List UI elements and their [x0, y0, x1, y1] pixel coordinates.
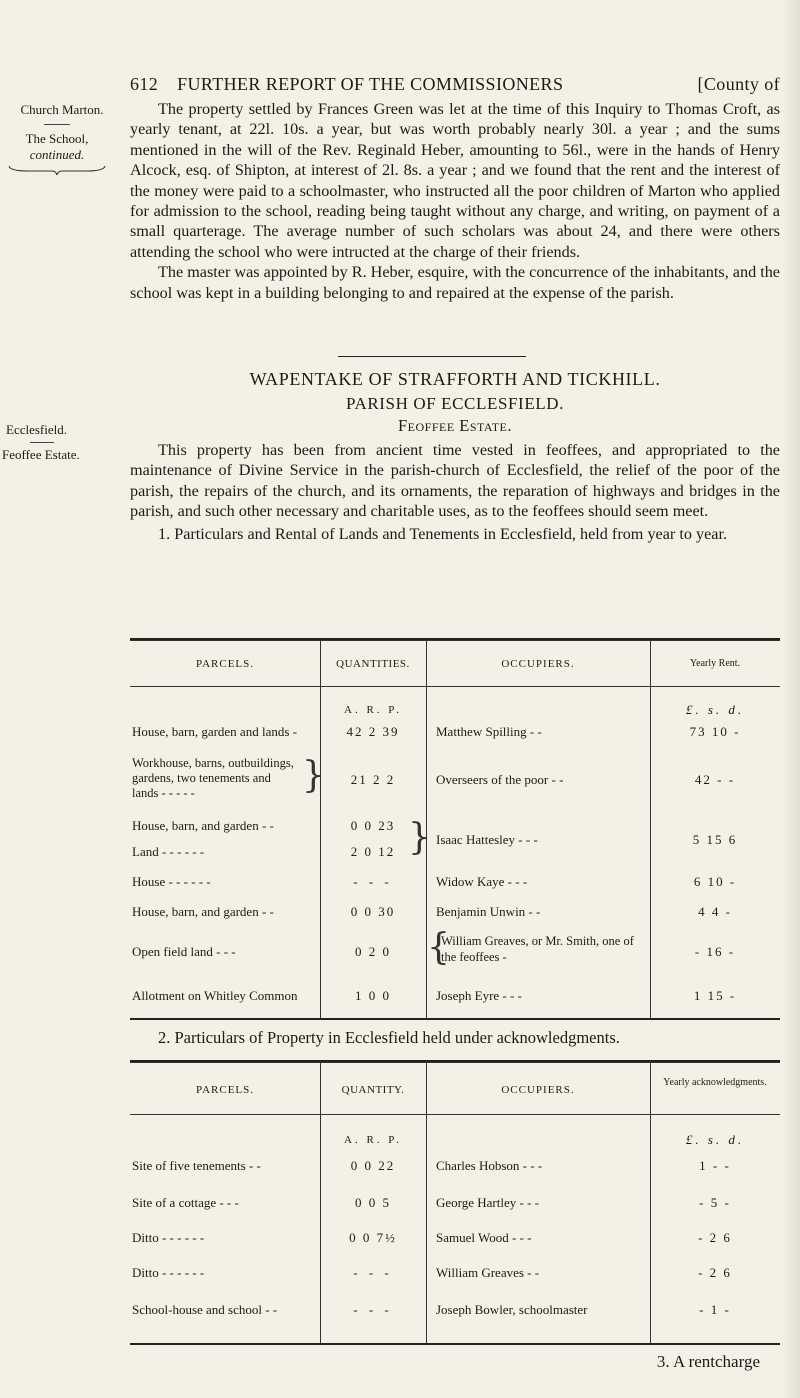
t2-header-parcels: PARCELS. — [195, 1084, 255, 1096]
heading-wapentake: WAPENTAKE OF STRAFFORTH AND TICKHILL. — [249, 369, 661, 389]
t1-row7-qty: 1 0 0 — [355, 988, 391, 1003]
t2-row2-qty: 0 0 7½ — [349, 1230, 397, 1245]
t2-row0-occupier: Charles Hobson - - - — [436, 1158, 543, 1173]
t2-row1-qty: 0 0 5 — [355, 1195, 391, 1210]
t1-row6-qty: 0 2 0 — [355, 944, 391, 959]
margin-continued: continued. — [29, 147, 85, 162]
table2-col-divider — [426, 1062, 427, 1343]
t1-row1-brace-icon: } — [302, 755, 325, 796]
t2-row4-occupier: Joseph Bowler, schoolmaster — [436, 1302, 588, 1317]
t1-row5-parcel: House, barn, and garden - - — [132, 904, 274, 919]
t1-row3-qty: 2 0 12 — [350, 844, 396, 859]
t2-row2-occupier: Samuel Wood - - - — [436, 1230, 532, 1245]
t1-row6-parcel: Open field land - - - — [132, 944, 236, 959]
t1-row1-parcel: Workhouse, barns, outbuildings, gardens, two tenements and lands - - - - - — [132, 756, 294, 800]
para-text-5: 2. Particulars of Property in Ecclesfield held under acknowledgments. — [158, 1028, 620, 1047]
margin-rule — [44, 124, 70, 125]
t1-row2-parcel: House, barn, and garden - - — [132, 818, 274, 833]
t1-row1-occupier: Overseers of the poor - - — [436, 772, 564, 787]
para-text-1: The property settled by Frances Green was let at the time of this Inquiry to Thomas Croft, as yearly tenant, at 22l. 10s. a year, but was worth probably nearly 30l. a year ; and the sums mentioned in the will of the Rev. Reginald Heber, amounting to 56l., were in the hands of Henry Alcock, esq. of Shipton, at interest of 2l. 8s. a year ; and we found that the rent and the interest of the money were paid to a schoolmaster, who instructed all the poor children of Marton who applied for admission to the school, reading being taught without any charge, and writing, on payment of a small quarterage. The average number of such scholars was about 24, and there were others attending the school who were intructed at the charge of their friends. — [130, 100, 780, 261]
para-text-4: 1. Particulars and Rental of Lands and Tenements in Ecclesfield, held from year to year. — [158, 524, 727, 543]
t2-row4-parcel: School-house and school - - — [132, 1302, 278, 1317]
t1-units-money: £. s. d. — [685, 702, 745, 717]
t1-row6-rent: - 16 - — [694, 944, 736, 959]
heading-feoffee-estate: Feoffee Estate. — [397, 416, 513, 435]
t1-header-occupiers: OCCUPIERS. — [501, 658, 575, 670]
t2-row3-qty: - - - — [353, 1265, 393, 1280]
t1-row1-rent: 42 - - — [694, 772, 736, 787]
margin-ecclesfield: Ecclesfield. — [6, 422, 67, 437]
t1-row5-qty: 0 0 30 — [350, 904, 396, 919]
t1-row2-qty: 0 0 23 — [350, 818, 396, 833]
margin-church-marton: Church Marton. — [20, 102, 104, 117]
t1-row3-parcel: Land - - - - - - — [132, 844, 205, 859]
t1-units-arp: A. R. P. — [344, 704, 402, 716]
table-rental — [130, 638, 780, 1020]
t2-row4-qty: - - - — [353, 1302, 393, 1317]
page-number: 612 — [130, 74, 159, 94]
t2-row2-parcel: Ditto - - - - - - — [132, 1230, 205, 1245]
t1-header-rent: Yearly Rent. — [689, 658, 741, 669]
table1-col-divider — [650, 640, 651, 1018]
t2-units-money: £. s. d. — [685, 1132, 745, 1147]
t2-header-rent: Yearly acknowledgments. — [663, 1077, 767, 1088]
t2-row1-rent: - 5 - — [699, 1195, 731, 1210]
t1-row1-qty: 21 2 2 — [350, 772, 396, 787]
t1-row2-rent: 5 15 6 — [692, 832, 738, 847]
t2-row1-parcel: Site of a cottage - - - — [132, 1195, 239, 1210]
t1-header-quantities: QUANTITIES. — [336, 658, 410, 670]
t1-row5-occupier: Benjamin Unwin - - — [436, 904, 541, 919]
t2-row3-occupier: William Greaves - - — [436, 1265, 540, 1280]
table2-bottom-rule — [130, 1343, 780, 1345]
heading-parish: PARISH OF ECCLESFIELD. — [345, 394, 565, 413]
margin-feoffee-estate: Feoffee Estate. — [2, 447, 80, 462]
table2-top-rule-2 — [130, 1062, 780, 1063]
t1-row5-rent: 4 4 - — [698, 904, 732, 919]
t1-row2-occupier: Isaac Hattesley - - - — [436, 832, 538, 847]
paragraph-acknowledgments — [130, 1028, 780, 1048]
t1-row6-occupier: William Greaves, or Mr. Smith, one of the feoffees - — [441, 934, 634, 964]
table1-bottom-rule — [130, 1018, 780, 1020]
t2-row2-rent: - 2 6 — [698, 1230, 732, 1245]
t2-row3-parcel: Ditto - - - - - - — [132, 1265, 205, 1280]
para-text-3: This property has been from ancient time vested in feoffees, and appropriated to the maintenance of Divine Service in the parish-church of Ecclesfield, the relief of the poor of the parish, the repairs of the church, and its ornaments, the reparation of highways and bridges in the parish, and such other necessary and charitable uses, as to the feoffees should seem meet. — [130, 441, 780, 521]
t1-row0-rent: 73 10 - — [689, 724, 741, 739]
t2-header-quantity: QUANTITY. — [341, 1084, 405, 1096]
t1-row0-occupier: Matthew Spilling - - — [436, 724, 542, 739]
t1-row6-brace-left-icon: { — [427, 927, 450, 968]
running-title: FURTHER REPORT OF THE COMMISSIONERS — [177, 74, 564, 94]
t1-row0-qty: 42 2 39 — [346, 724, 400, 739]
page-edge-shadow — [782, 0, 800, 1398]
t1-row4-occupier: Widow Kaye - - - — [436, 874, 528, 889]
margin-brace-icon — [8, 164, 106, 176]
t2-row0-rent: 1 - - — [699, 1158, 731, 1173]
t1-row7-parcel: Allotment on Whitley Common — [132, 988, 298, 1003]
t2-header-occupiers: OCCUPIERS. — [501, 1084, 575, 1096]
t2-units-arp: A. R. P. — [344, 1134, 402, 1146]
t2-row0-qty: 0 0 22 — [350, 1158, 396, 1173]
para-text-2: The master was appointed by R. Heber, esquire, with the concurrence of the inhabitants, and the school was kept in a building belonging to and repaired at the expense of the parish. — [130, 263, 780, 302]
t2-row4-rent: - 1 - — [699, 1302, 731, 1317]
t1-row7-occupier: Joseph Eyre - - - — [436, 988, 522, 1003]
margin-rule-2 — [30, 442, 54, 443]
running-header — [130, 74, 780, 95]
margin-the-school: The School, — [25, 131, 89, 146]
t2-row0-parcel: Site of five tenements - - — [132, 1158, 261, 1173]
table2-header-rule — [130, 1114, 780, 1115]
t1-row7-rent: 1 15 - — [693, 988, 737, 1003]
running-county: [County of — [697, 74, 780, 94]
table1-header-rule — [130, 686, 780, 687]
t1-row4-rent: 6 10 - — [693, 874, 737, 889]
t1-header-parcels: PARCELS. — [195, 658, 255, 670]
section-divider — [338, 356, 526, 357]
paragraph-feoffee — [130, 440, 780, 544]
paragraph-marton-school — [130, 99, 780, 303]
t1-row4-qty: - - - — [353, 874, 393, 889]
table1-top-rule-2 — [130, 640, 780, 641]
t2-row1-occupier: George Hartley - - - — [436, 1195, 539, 1210]
t1-row2-brace-icon: } — [408, 817, 431, 858]
t1-row4-parcel: House - - - - - - — [132, 874, 211, 889]
t1-row0-parcel: House, barn, garden and lands - — [132, 724, 297, 739]
table-acknowledgments — [130, 1060, 780, 1346]
t2-row3-rent: - 2 6 — [698, 1265, 732, 1280]
catchword: 3. A rentcharge — [656, 1352, 760, 1371]
